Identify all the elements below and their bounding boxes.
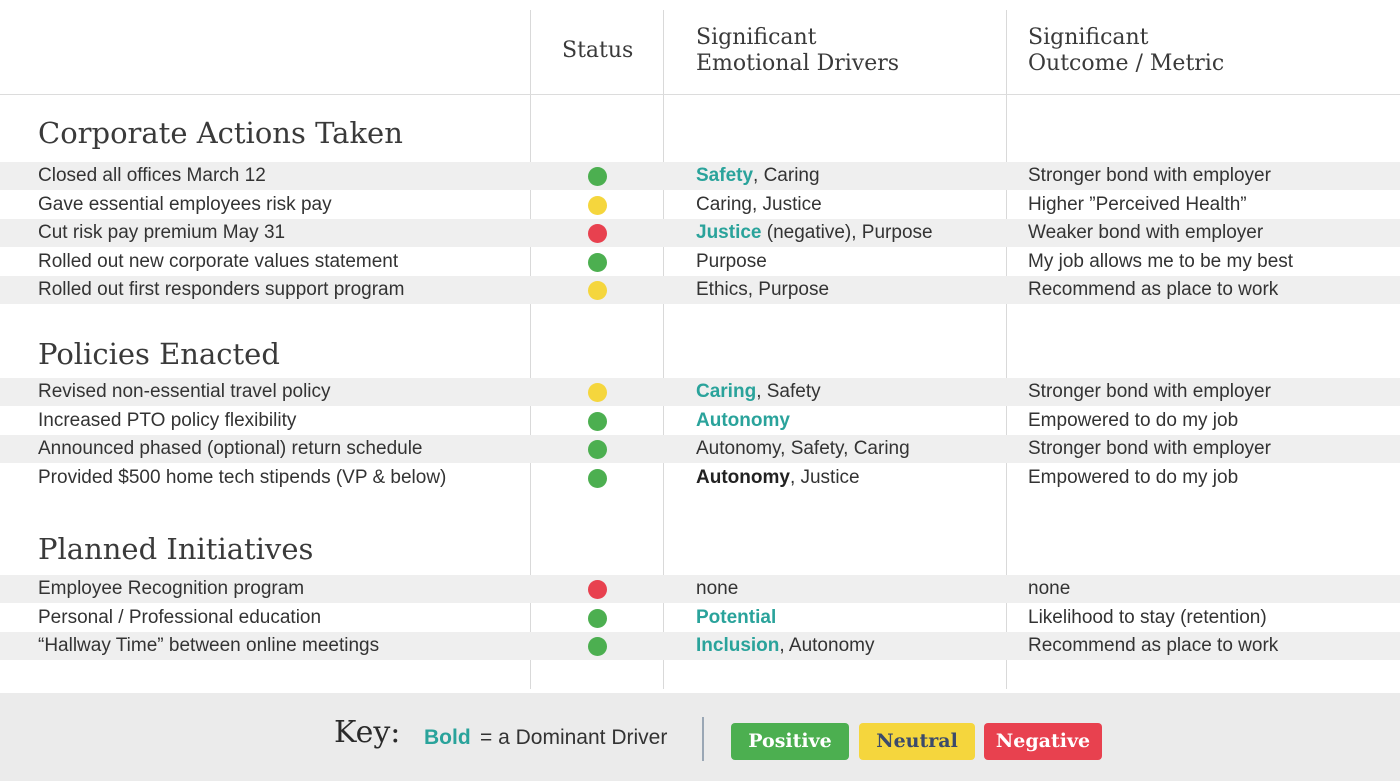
dominant-driver: Caring [696, 381, 757, 402]
table-row [0, 604, 1400, 632]
status-dot-yellow [588, 196, 607, 215]
driver-text: Autonomy, Safety, Caring [696, 438, 910, 459]
section-title: Corporate Actions Taken [38, 116, 403, 150]
drivers-cell [696, 407, 790, 435]
drivers-cell [696, 632, 874, 660]
drivers-cell [696, 248, 767, 276]
outcome-cell: Stronger bond with employer [1028, 438, 1271, 459]
positive-badge: Positive [731, 723, 849, 760]
action-cell: Announced phased (optional) return schedule [38, 438, 423, 459]
drivers-cell [696, 575, 738, 603]
key-bar [0, 693, 1400, 781]
key-label: Key: [334, 715, 401, 750]
section-title: Policies Enacted [38, 337, 280, 371]
outcome-cell: none [1028, 578, 1071, 599]
dominant-driver: Inclusion [696, 635, 780, 656]
table-row [0, 464, 1400, 492]
negative-badge: Negative [984, 723, 1102, 760]
table-row [0, 407, 1400, 435]
header-drivers-line2: Emotional Drivers [696, 51, 900, 76]
outcome-cell: Weaker bond with employer [1028, 222, 1264, 243]
outcome-cell: Empowered to do my job [1028, 410, 1239, 431]
action-cell: Revised non-essential travel policy [38, 381, 331, 402]
action-cell: Rolled out new corporate values statement [38, 251, 399, 272]
action-cell: Personal / Professional education [38, 607, 322, 628]
action-cell: Gave essential employees risk pay [38, 194, 332, 215]
table-row [0, 632, 1400, 660]
header-status [562, 38, 633, 64]
drivers-cell [696, 162, 820, 190]
header-drivers-line1: Significant [696, 25, 817, 50]
outcome-cell: Stronger bond with employer [1028, 381, 1271, 402]
drivers-cell [696, 464, 860, 492]
drivers-cell [696, 604, 776, 632]
status-dot-yellow [588, 383, 607, 402]
table-row [0, 162, 1400, 190]
driver-text: (negative), Purpose [761, 222, 933, 243]
outcome-cell: My job allows me to be my best [1028, 251, 1294, 272]
outcome-cell: Stronger bond with employer [1028, 165, 1271, 186]
driver-text: , Autonomy [779, 635, 875, 656]
status-dot-green [588, 637, 607, 656]
table-row [0, 575, 1400, 603]
section-title: Planned Initiatives [38, 532, 314, 566]
action-cell: Cut risk pay premium May 31 [38, 222, 286, 243]
drivers-cell [696, 219, 933, 247]
drivers-cell [696, 435, 910, 463]
dominant-driver: Autonomy [696, 467, 790, 488]
header-divider [0, 94, 1400, 95]
status-dot-yellow [588, 281, 607, 300]
outcome-cell: Likelihood to stay (retention) [1028, 607, 1267, 628]
status-dot-green [588, 469, 607, 488]
driver-text: none [696, 578, 739, 599]
status-dot-red [588, 580, 607, 599]
table-row [0, 191, 1400, 219]
table-row [0, 435, 1400, 463]
header-outcome-line2: Outcome / Metric [1028, 51, 1225, 76]
drivers-cell [696, 378, 821, 406]
status-dot-green [588, 609, 607, 628]
table-row [0, 378, 1400, 406]
header-outcome [1028, 25, 1224, 77]
header-outcome-line1: Significant [1028, 25, 1149, 50]
status-dot-green [588, 167, 607, 186]
outcome-cell: Empowered to do my job [1028, 467, 1239, 488]
outcome-cell: Higher ”Perceived Health” [1028, 194, 1247, 215]
dominant-driver: Autonomy [696, 410, 790, 431]
status-dot-red [588, 224, 607, 243]
action-cell: Employee Recognition program [38, 578, 305, 599]
table-row [0, 219, 1400, 247]
status-dot-green [588, 253, 607, 272]
outcome-cell: Recommend as place to work [1028, 279, 1279, 300]
action-cell: Closed all offices March 12 [38, 165, 266, 186]
driver-text: , Justice [789, 467, 860, 488]
dominant-driver: Potential [696, 607, 777, 628]
neutral-badge: Neutral [859, 723, 975, 760]
status-dot-green [588, 440, 607, 459]
dominant-driver: Justice [696, 222, 762, 243]
action-cell: Provided $500 home tech stipends (VP & below) [38, 467, 447, 488]
drivers-cell [696, 191, 822, 219]
key-separator [702, 717, 704, 761]
table-row [0, 276, 1400, 304]
header-status-label: Status [562, 38, 634, 63]
status-dot-green [588, 412, 607, 431]
header-drivers [696, 25, 899, 77]
key-bold-word: Bold [424, 726, 471, 749]
driver-text: Ethics, Purpose [696, 279, 830, 300]
table-row [0, 248, 1400, 276]
dominant-driver: Safety [696, 165, 754, 186]
driver-text: Caring, Justice [696, 194, 822, 215]
key-bold-description: = a Dominant Driver [480, 726, 668, 749]
driver-text: , Caring [753, 165, 820, 186]
action-cell: Rolled out first responders support program [38, 279, 405, 300]
drivers-cell [696, 276, 829, 304]
driver-text: Purpose [696, 251, 767, 272]
action-cell: “Hallway Time” between online meetings [38, 635, 380, 656]
driver-text: , Safety [756, 381, 821, 402]
outcome-cell: Recommend as place to work [1028, 635, 1279, 656]
action-cell: Increased PTO policy flexibility [38, 410, 297, 431]
